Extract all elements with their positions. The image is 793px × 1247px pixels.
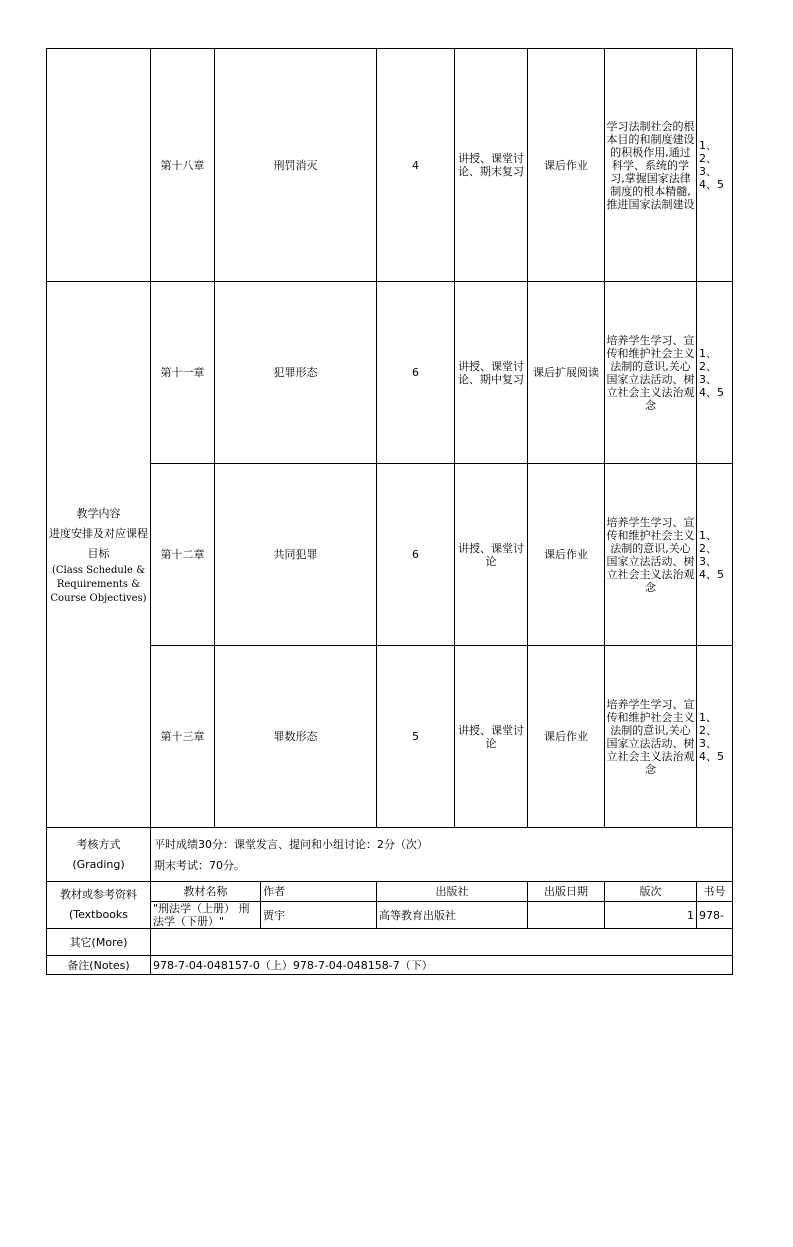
- notes-row: [47, 956, 733, 975]
- column-header: 版次: [605, 882, 697, 902]
- column-header: 出版社: [377, 882, 528, 902]
- method-cell: 讲授、课堂讨论、期中复习: [455, 282, 528, 464]
- grading-label-cell: [47, 828, 151, 882]
- goal-cell: 培养学生学习、宣传和维护社会主义法制的意识,关心国家立法活动、树立社会主义法治观念: [605, 646, 697, 828]
- method-cell: 讲授、课堂讨论: [455, 646, 528, 828]
- textbook-title: "刑法学（上册） 刑法学（下册）": [153, 902, 250, 928]
- textbook-author-cell: 贾宇: [261, 902, 377, 929]
- chapter-cell: 第十一章: [151, 282, 215, 464]
- hours-cell: 4: [377, 49, 455, 282]
- chapter-cell: 第十八章: [151, 49, 215, 282]
- textbook-label: 教材或参考资料: [60, 888, 137, 901]
- empty-label-cell: [47, 49, 151, 282]
- grading-line: 期末考试：70分。: [154, 858, 245, 872]
- homework-cell: 课后作业: [528, 464, 605, 646]
- textbook-header-row: [47, 882, 733, 902]
- notes-value-cell: 978-7-04-048157-0（上）978-7-04-048158-7（下）: [151, 956, 733, 975]
- objectives-cell: 1、2、3、4、5: [697, 49, 733, 282]
- topic-cell: 刑罚消灭: [215, 49, 377, 282]
- notes-label-cell: 备注(Notes): [47, 956, 151, 975]
- column-header: 作者: [261, 882, 377, 902]
- grading-value-cell: [151, 828, 733, 882]
- section-label-line: 目标: [87, 546, 110, 560]
- method-cell: 讲授、课堂讨论: [455, 464, 528, 646]
- grading-label-english: (Grading): [72, 857, 125, 871]
- schedule-row: [47, 282, 733, 464]
- goal-cell: 培养学生学习、宣传和维护社会主义法制的意识,关心国家立法活动、树立社会主义法治观念: [605, 282, 697, 464]
- textbook-label-english: (Textbooks: [68, 908, 129, 921]
- goal-cell: 培养学生学习、宣传和维护社会主义法制的意识,关心国家立法活动、树立社会主义法治观念: [605, 464, 697, 646]
- hours-cell: 6: [377, 282, 455, 464]
- more-value-cell: [151, 929, 733, 956]
- homework-cell: 课后作业: [528, 49, 605, 282]
- section-label-line: 教学内容: [76, 506, 121, 520]
- goal-cell: 学习法制社会的根本目的和制度建设的积极作用,通过科学、系统的学习,掌握国家法律制度的根本精髓,推进国家法制建设: [605, 49, 697, 282]
- hours-cell: 5: [377, 646, 455, 828]
- homework-cell: 课后作业: [528, 646, 605, 828]
- objectives-cell: 1、2、3、4、5: [697, 282, 733, 464]
- homework-cell: 课后扩展阅读: [528, 282, 605, 464]
- grading-line: 平时成绩30分：课堂发言、提问和小组讨论：2分（次）: [154, 837, 428, 851]
- schedule-row: [47, 49, 733, 282]
- textbook-edition-cell: 1: [605, 902, 697, 929]
- objectives-cell: 1、2、3、4、5: [697, 464, 733, 646]
- textbook-title-cell: [151, 902, 261, 929]
- chapter-cell: 第十三章: [151, 646, 215, 828]
- topic-cell: 共同犯罪: [215, 464, 377, 646]
- topic-cell: 罪数形态: [215, 646, 377, 828]
- topic-cell: 犯罪形态: [215, 282, 377, 464]
- column-header: 出版日期: [528, 882, 605, 902]
- column-header: 教材名称: [151, 882, 261, 902]
- grading-label: 考核方式: [76, 837, 121, 851]
- textbook-publisher-cell: 高等教育出版社: [377, 902, 528, 929]
- chapter-cell: 第十二章: [151, 464, 215, 646]
- section-label-line: 进度安排及对应课程: [49, 526, 148, 540]
- textbook-isbn-cell: 978-: [697, 902, 733, 929]
- method-cell: 讲授、课堂讨论、期末复习: [455, 49, 528, 282]
- hours-cell: 6: [377, 464, 455, 646]
- textbook-date-cell: [528, 902, 605, 929]
- section-label-cell: [47, 282, 151, 828]
- syllabus-table: [46, 48, 733, 975]
- section-label-english: (Class Schedule & Requirements & Course Objectives): [50, 564, 147, 604]
- objectives-cell: 1、2、3、4、5: [697, 646, 733, 828]
- more-row: [47, 929, 733, 956]
- column-header: 书号: [697, 882, 733, 902]
- textbook-label-cell: [47, 882, 151, 929]
- more-label-cell: 其它(More): [47, 929, 151, 956]
- grading-row: [47, 828, 733, 882]
